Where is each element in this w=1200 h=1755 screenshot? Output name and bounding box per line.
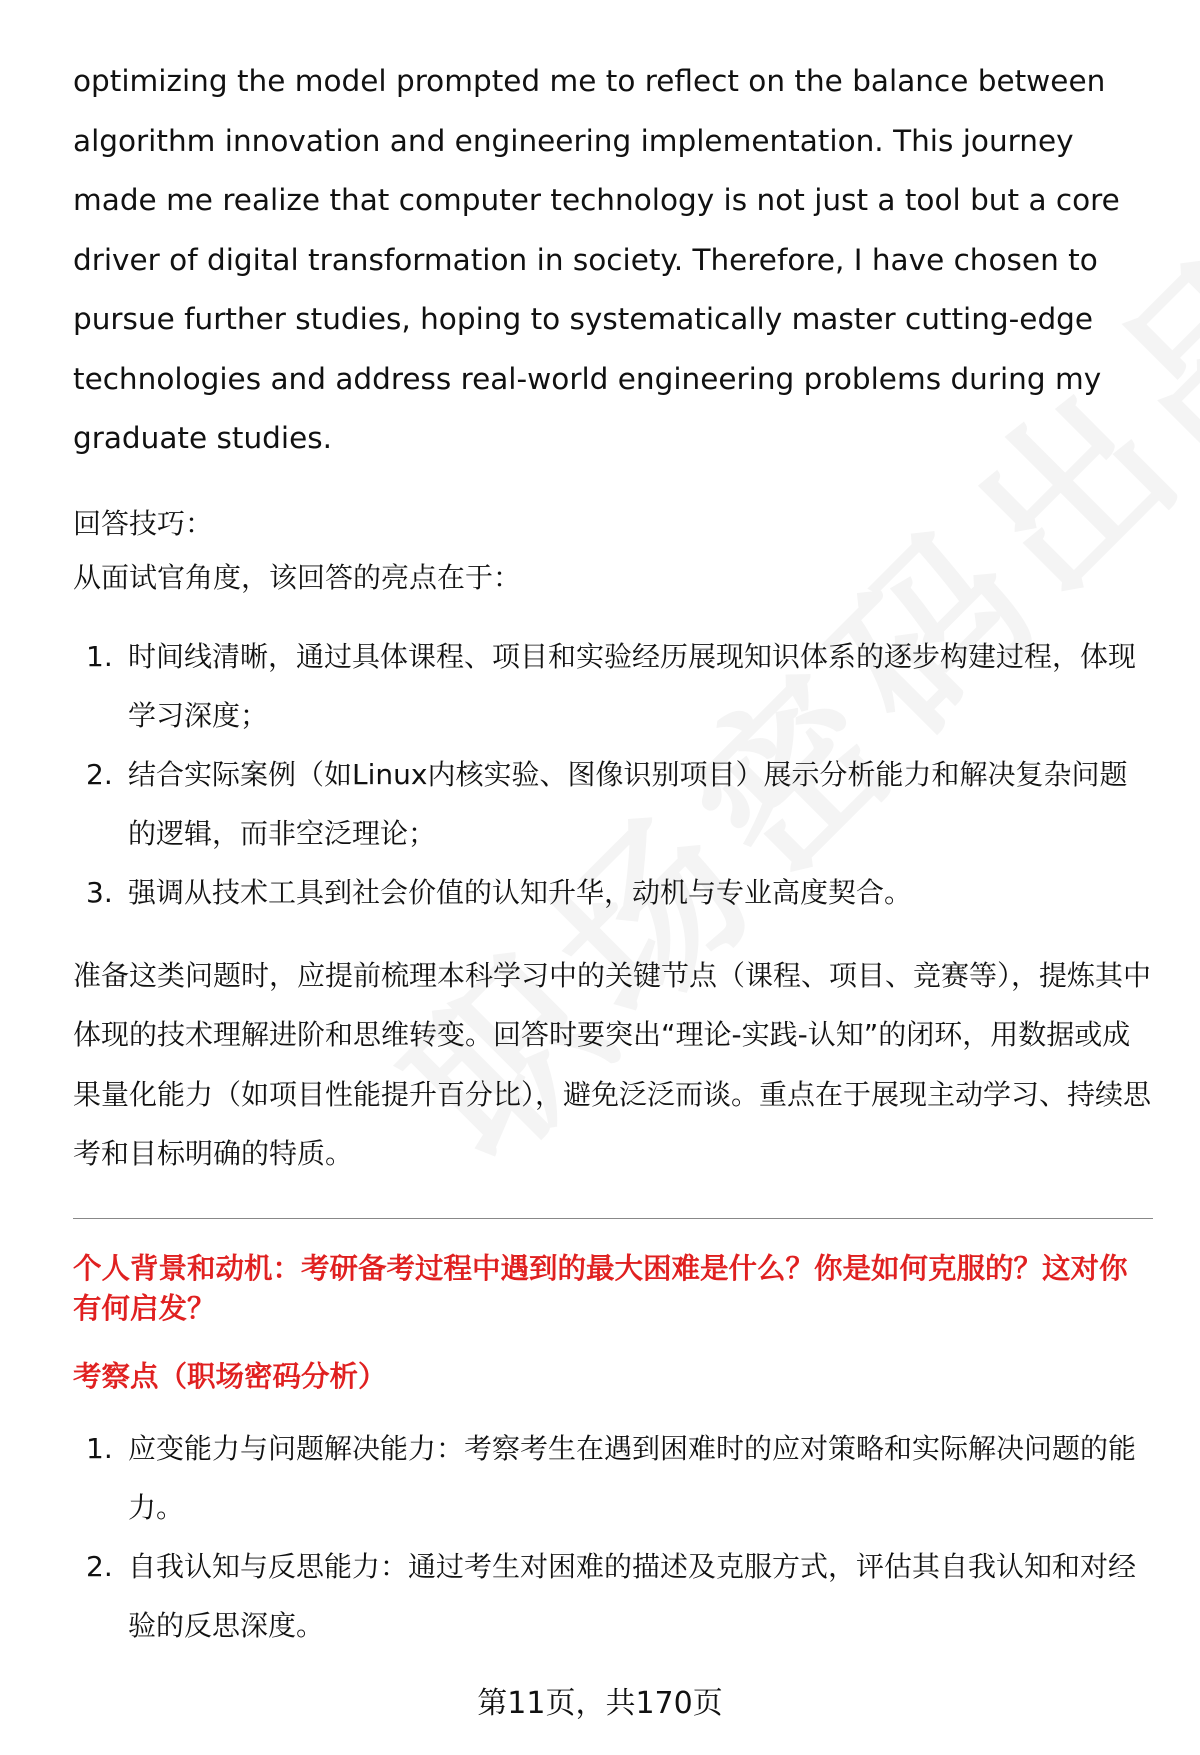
list-item-text: 结合实际案例（如Linux内核实验、图像识别项目）展示分析能力和解决复杂问题的逻辑，而非空泛理论； — [128, 757, 1128, 850]
tips-label: 回答技巧： — [73, 506, 214, 540]
list-number: 2. — [86, 757, 113, 791]
list-item — [73, 1537, 1153, 1655]
list-number: 3. — [86, 875, 113, 909]
list-item-text: 时间线清晰，通过具体课程、项目和实验经历展现知识体系的逐步构建过程，体现学习深度； — [128, 639, 1137, 732]
list-item — [73, 863, 1153, 922]
tips-intro: 从面试官角度，该回答的亮点在于： — [73, 560, 522, 594]
intro-paragraph: optimizing the model prompted me to reflect on the balance between algorithm innovation and engineering implementation. This journey made me realize that computer technology is not just a tool but a core driver of digital transformation in society. Therefore, I have chosen to pursue further studies, hoping to systematically master cutting-edge technologies and address real-world engineering problems during my graduate studies. — [73, 64, 1120, 455]
list-item-text: 应变能力与问题解决能力：考察考生在遇到困难时的应对策略和实际解决问题的能力。 — [128, 1431, 1137, 1524]
list-number: 1. — [86, 1431, 113, 1465]
list-item-text: 自我认知与反思能力：通过考生对困难的描述及克服方式，评估其自我认知和对经验的反思深度。 — [128, 1549, 1137, 1642]
list-item — [73, 1419, 1153, 1537]
prep-paragraph: 准备这类问题时，应提前梳理本科学习中的关键节点（课程、项目、竞赛等），提炼其中体现的技术理解进阶和思维转变。回答时要突出“理论-实践-认知”的闭环，用数据或成果量化能力（如项目性能提升百分比），避免泛泛而谈。重点在于展现主动学习、持续思考和目标明确的特质。 — [73, 958, 1152, 1170]
page-footer: 第11页，共170页 — [477, 1686, 723, 1721]
assessment-heading: 考察点（职场密码分析） — [73, 1359, 387, 1393]
question-heading: 个人背景和动机：考研备考过程中遇到的最大困难是什么？你是如何克服的？这对你有何启发？ — [73, 1251, 1128, 1325]
list-item — [73, 627, 1153, 745]
assessment-list — [73, 1419, 1153, 1655]
tips-section — [73, 497, 1153, 605]
list-number: 1. — [86, 639, 113, 673]
list-number: 2. — [86, 1549, 113, 1583]
list-item — [73, 745, 1153, 863]
section-divider — [73, 1218, 1153, 1219]
list-item-text: 强调从技术工具到社会价值的认知升华，动机与专业高度契合。 — [128, 875, 913, 909]
highlights-list — [73, 627, 1153, 922]
page-content — [73, 52, 1153, 1655]
